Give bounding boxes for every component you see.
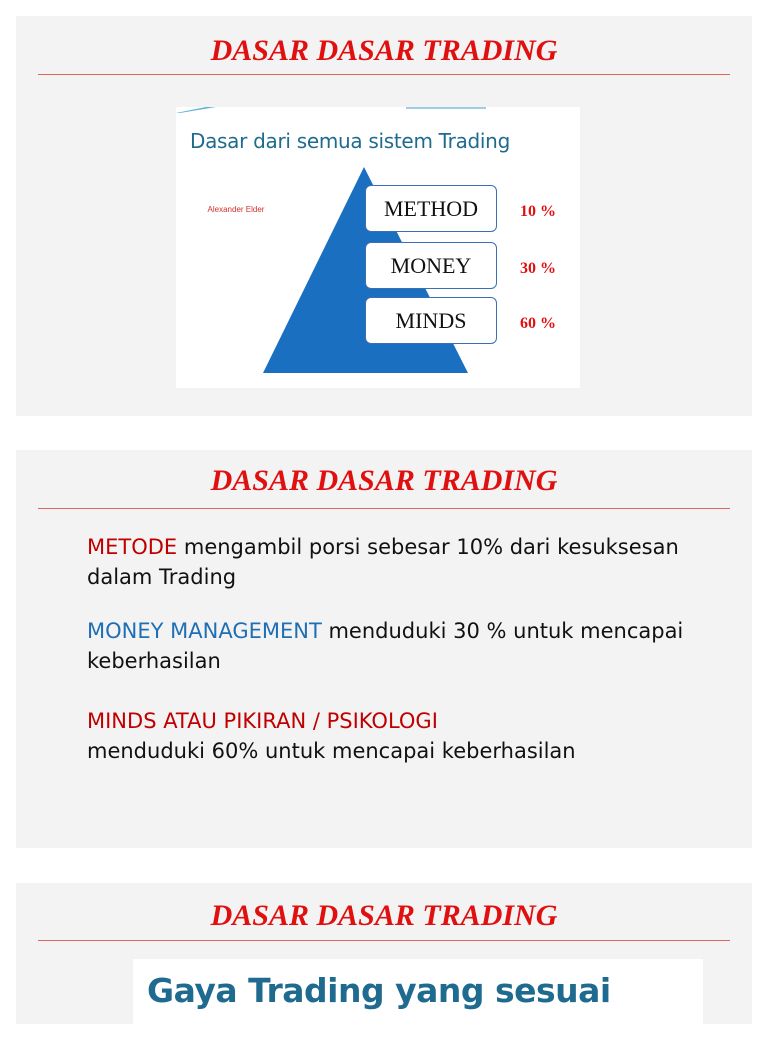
tier-method: METHOD	[365, 185, 497, 232]
title-divider	[38, 74, 730, 75]
paragraph-money-management	[87, 616, 687, 676]
slide-title: DASAR DASAR TRADING	[210, 899, 558, 932]
keyword-metode: METODE	[87, 535, 178, 559]
banner-image	[133, 959, 703, 1039]
paragraph-text: mengambil porsi sebesar 10% dari kesuksesan dalam Trading	[87, 535, 679, 589]
slide-2	[16, 450, 752, 848]
slide-1	[16, 16, 752, 416]
tier-money-percent: 30 %	[520, 260, 556, 277]
title-divider	[38, 508, 730, 509]
keyword-minds: MINDS ATAU PIKIRAN / PSIKOLOGI	[87, 709, 438, 733]
keyword-money-management: MONEY MANAGEMENT	[87, 619, 322, 643]
author-label: Alexander Elder	[207, 205, 265, 214]
image-heading: Dasar dari semua sistem Trading	[190, 129, 510, 153]
banner-text: Gaya Trading yang sesuai	[147, 971, 611, 1010]
title-divider	[38, 940, 730, 941]
paragraph-text: menduduki 30 % untuk mencapai keberhasilan	[87, 619, 684, 673]
paragraph-minds	[87, 706, 687, 766]
paragraph-text: menduduki 60% untuk mencapai keberhasilan	[87, 739, 576, 763]
slide-title: DASAR DASAR TRADING	[210, 34, 558, 67]
tier-minds: MINDS	[365, 297, 497, 344]
pyramid-image	[176, 107, 580, 388]
paragraph-metode	[87, 532, 687, 592]
tier-minds-percent: 60 %	[520, 315, 556, 332]
tier-method-percent: 10 %	[520, 203, 556, 220]
slide-title: DASAR DASAR TRADING	[210, 464, 558, 497]
tier-money: MONEY	[365, 242, 497, 289]
slide-3	[16, 883, 752, 1024]
